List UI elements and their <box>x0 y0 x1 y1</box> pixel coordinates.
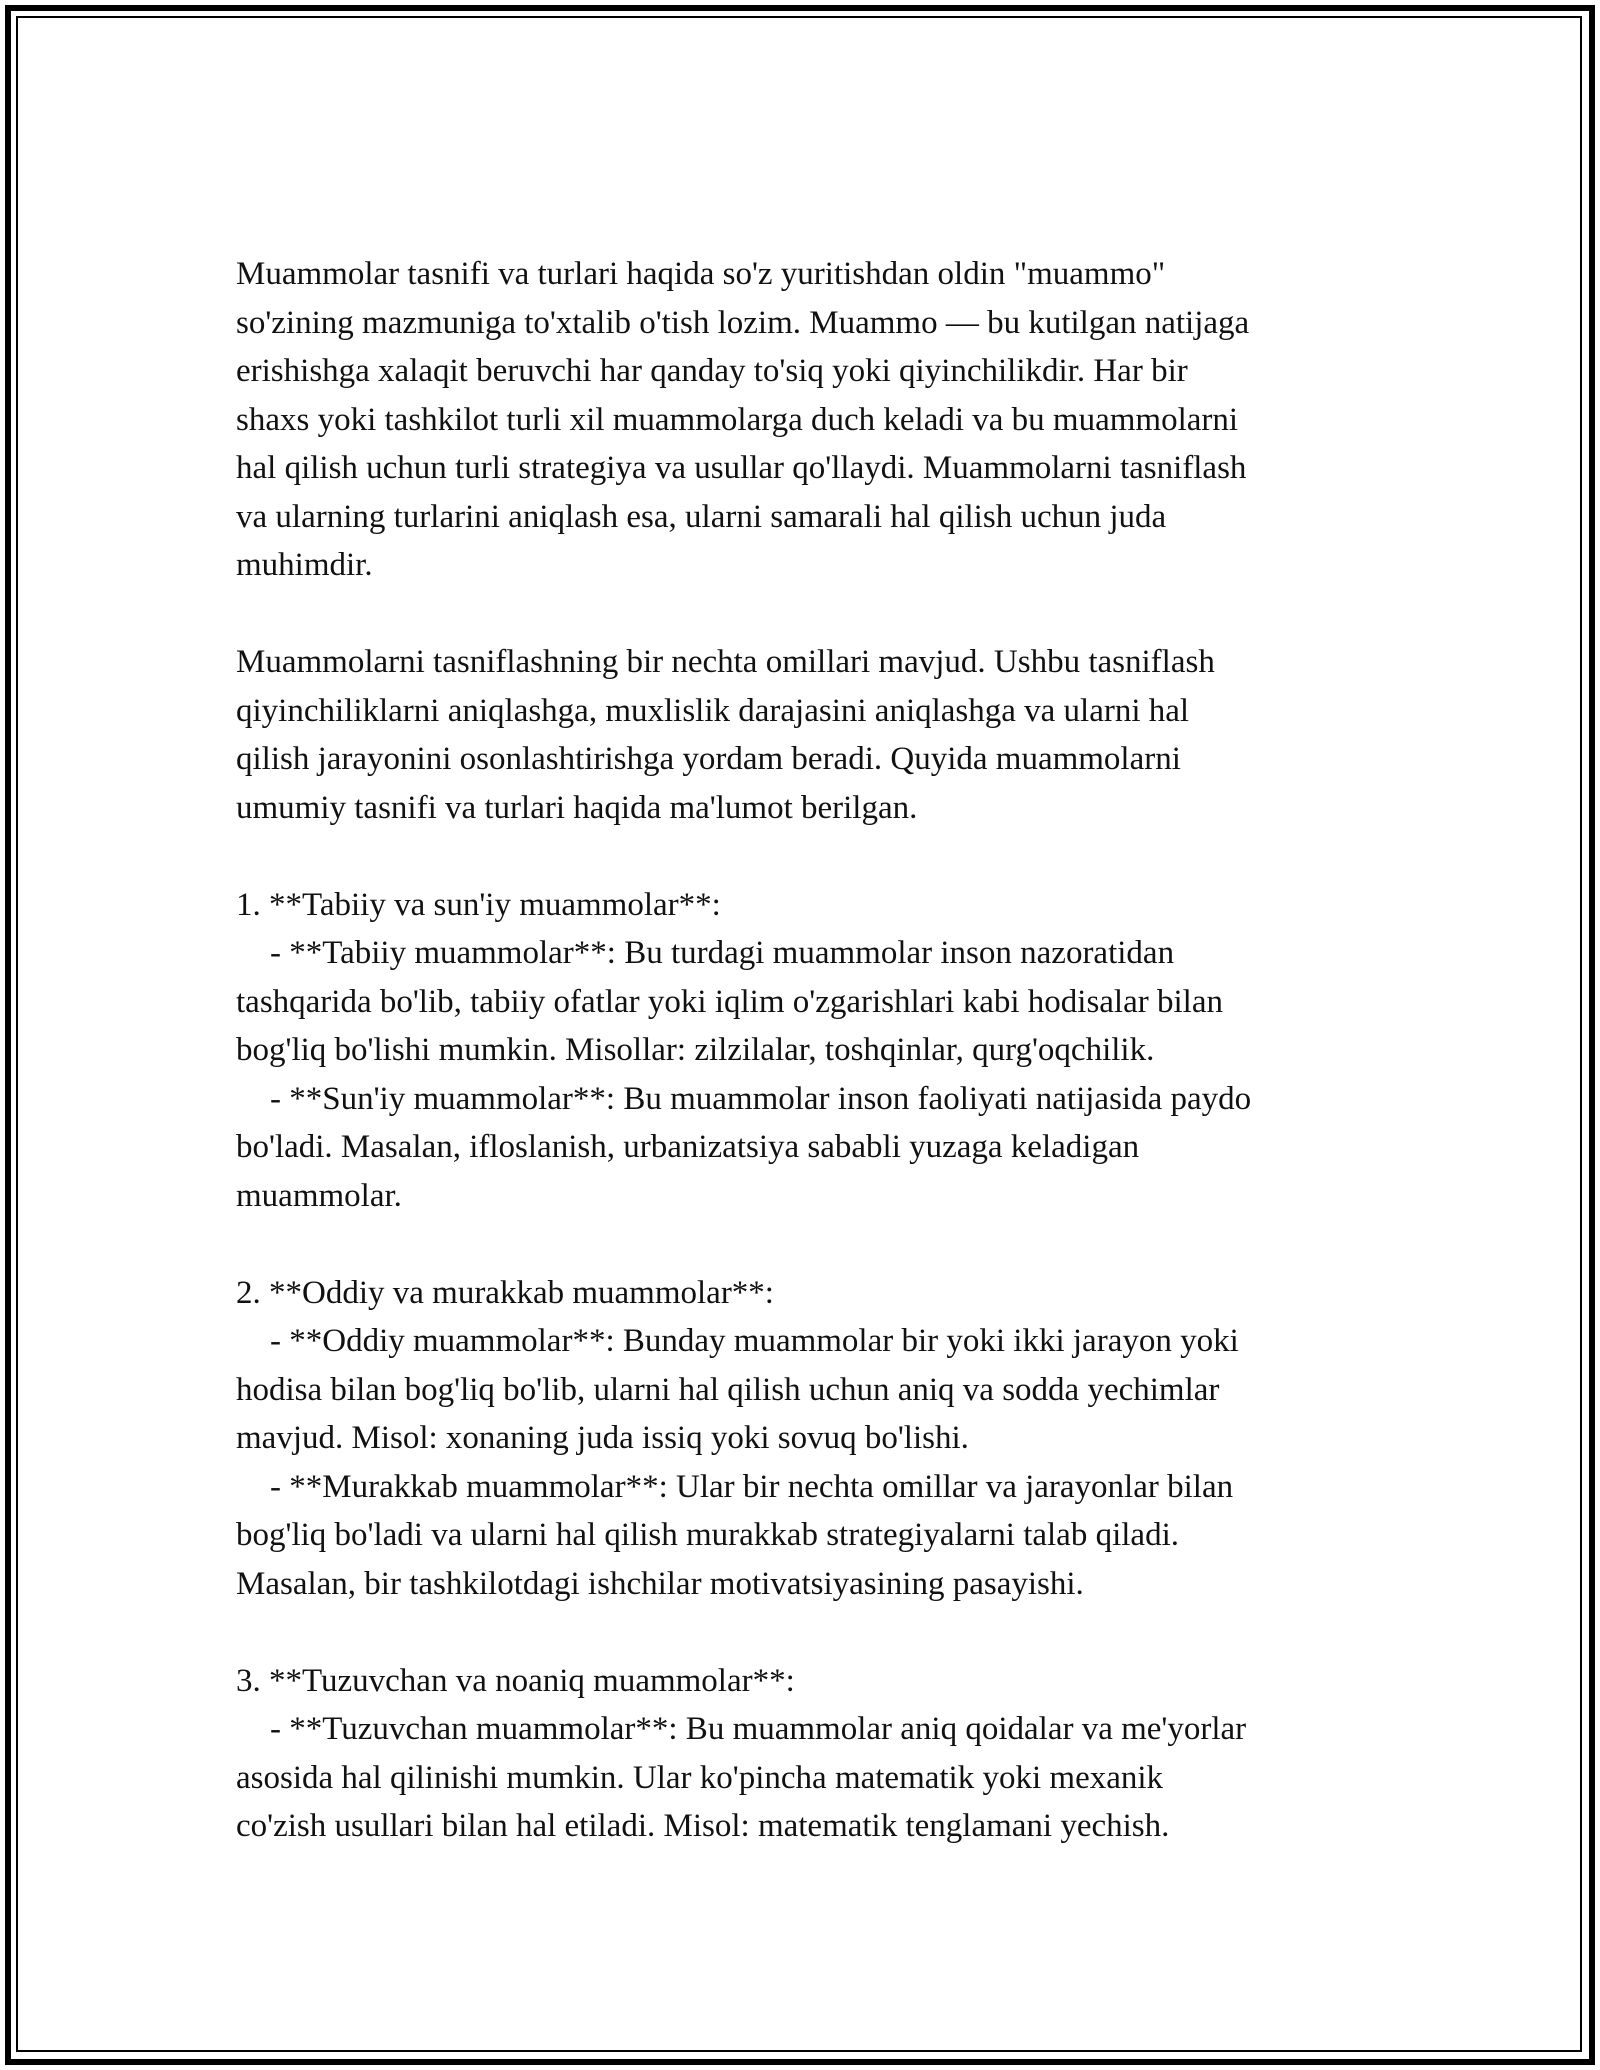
text-line: qiyinchiliklarni aniqlashga, muxlislik darajasini aniqlashga va ularni hal <box>236 692 1190 729</box>
text-line: so'zining mazmuniga to'xtalib o'tish lozim. Muammo — bu kutilgan natijaga <box>236 304 1250 341</box>
text-line: Muammolarni tasniflashning bir nechta omillari mavjud. Ushbu tasniflash <box>236 644 1215 680</box>
text-line: Masalan, bir tashkilotdagi ishchilar motivatsiyasining pasayishi. <box>236 1565 1084 1602</box>
paragraph-classification <box>236 638 1376 832</box>
sub-item-line: - **Tuzuvchan muammolar**: Bu muammolar aniq qoidalar va me'yorlar <box>270 1711 1247 1747</box>
text-line: muammolar. <box>236 1177 402 1214</box>
list-item-heading: 1. **Tabiiy va sun'iy muammolar**: <box>236 886 721 923</box>
text-line: mavjud. Misol: xonaning juda issiq yoki sovuq bo'lishi. <box>236 1420 969 1456</box>
document-body <box>236 250 1376 1851</box>
text-line: bog'liq bo'lishi mumkin. Misollar: zilzilalar, toshqinlar, qurg'oqchilik. <box>236 1032 1155 1068</box>
text-line: hodisa bilan bog'liq bo'lib, ularni hal qilish uchun aniq va sodda yechimlar <box>236 1371 1220 1408</box>
list-item-heading: 3. **Tuzuvchan va noaniq muammolar**: <box>236 1662 795 1699</box>
text-line: muhimdir. <box>236 547 373 583</box>
text-line: umumiy tasnifi va turlari haqida ma'lumot berilgan. <box>236 789 918 826</box>
sub-item-line: - **Sun'iy muammolar**: Bu muammolar inson faoliyati natijasida paydo <box>270 1080 1252 1117</box>
text-line: asosida hal qilinishi mumkin. Ular ko'pincha matematik yoki mexanik <box>236 1759 1164 1796</box>
text-line: Muammolar tasnifi va turlari haqida so'z yuritishdan oldin "muammo" <box>236 256 1166 292</box>
text-line: qilish jarayonini osonlashtirishga yordam beradi. Quyida muammolarni <box>236 741 1181 777</box>
text-line: bo'ladi. Masalan, ifloslanish, urbanizatsiya sababli yuzaga keladigan <box>236 1129 1140 1165</box>
paragraph-intro <box>236 250 1376 590</box>
text-line: hal qilish uchun turli strategiya va usullar qo'llaydi. Muammolarni tasniflash <box>236 450 1247 486</box>
text-line: shaxs yoki tashkilot turli xil muammolarga duch keladi va bu muammolarni <box>236 401 1239 438</box>
sub-item-line: - **Oddiy muammolar**: Bunday muammolar bir yoki ikki jarayon yoki <box>270 1323 1239 1359</box>
text-line: va ularning turlarini aniqlash esa, ularni samarali hal qilish uchun juda <box>236 498 1167 535</box>
text-line: tashqarida bo'lib, tabiiy ofatlar yoki iqlim o'zgarishlari kabi hodisalar bilan <box>236 983 1223 1020</box>
sub-item-line: - **Tabiiy muammolar**: Bu turdagi muammolar inson nazoratidan <box>270 935 1175 971</box>
text-line: erishishga xalaqit beruvchi har qanday to'siq yoki qiyinchilikdir. Har bir <box>236 353 1188 389</box>
list-item-1 <box>236 881 1376 1221</box>
list-item-3 <box>236 1657 1376 1851</box>
list-item-heading: 2. **Oddiy va murakkab muammolar**: <box>236 1274 774 1311</box>
sub-item-line: - **Murakkab muammolar**: Ular bir nechta omillar va jarayonlar bilan <box>270 1468 1234 1505</box>
list-item-2 <box>236 1269 1376 1609</box>
text-line: bog'liq bo'ladi va ularni hal qilish murakkab strategiyalarni talab qiladi. <box>236 1517 1179 1553</box>
text-line: co'zish usullari bilan hal etiladi. Misol: matematik tenglamani yechish. <box>236 1808 1170 1844</box>
